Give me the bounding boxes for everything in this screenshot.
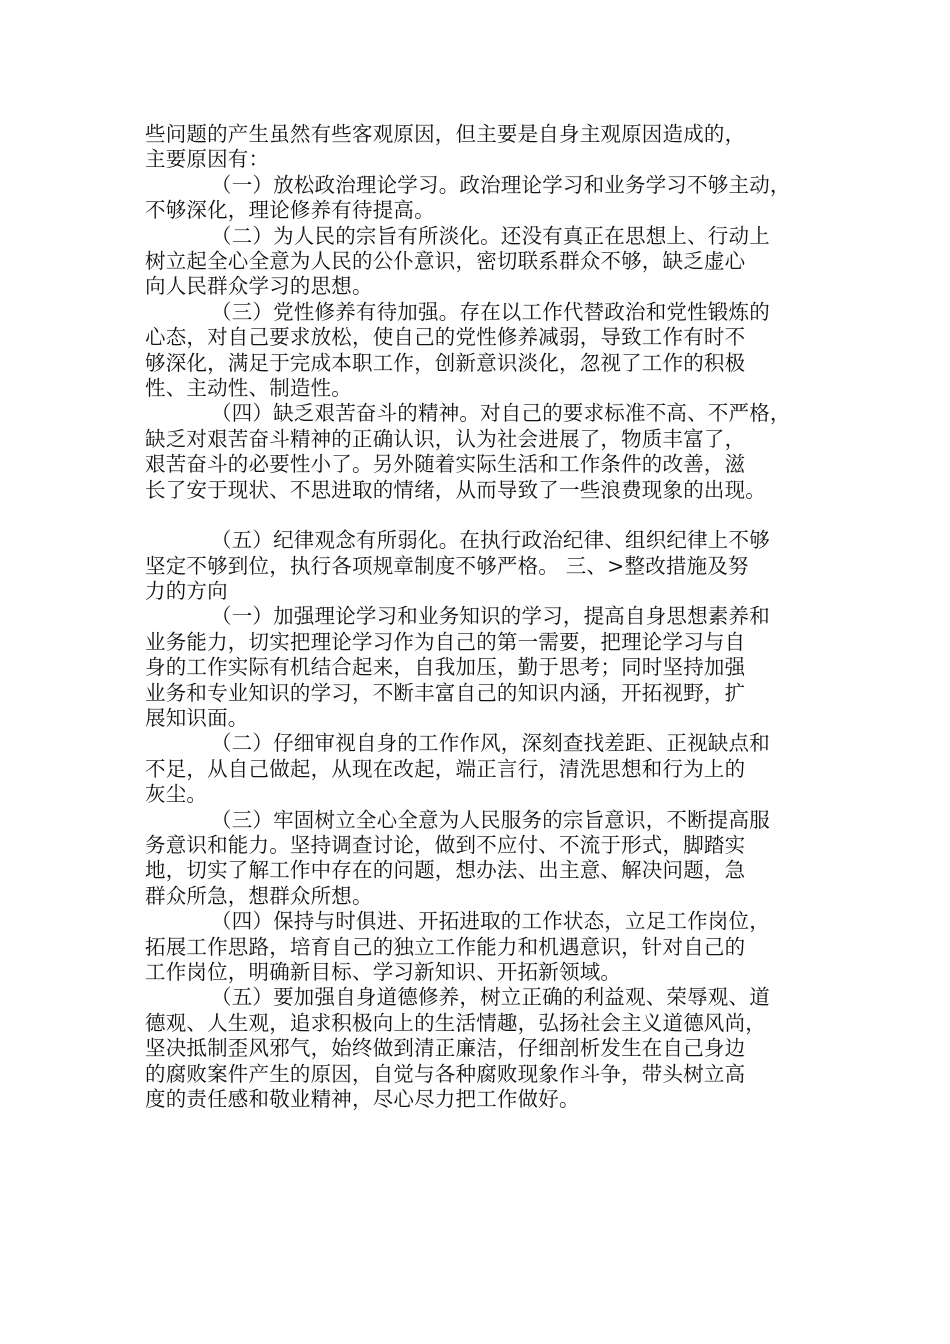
text-line: 些问题的产生虽然有些客观原因，但主要是自身主观原因造成的， [145,122,746,146]
text-line: 心态，对自己要求放松，使自己的党性修养减弱，导致工作有时不 [145,325,746,350]
text-line: 展知识面。 [145,705,249,730]
text-line: 艰苦奋斗的必要性小了。另外随着实际生活和工作条件的改善，滋 [145,452,746,477]
paragraph [145,122,807,173]
document-body [145,122,807,1112]
text-line: 不足，从自己做起，从现在改起，端正言行，清洗思想和行为上的 [145,756,746,781]
text-line: 灰尘。 [145,782,208,807]
text-line: （一）加强理论学习和业务知识的学习，提高自身思想素养和 [211,604,770,629]
text-line: 务意识和能力。坚持调查讨论，做到不应付、不流于形式，脚踏实 [145,832,746,857]
paragraph [145,808,807,910]
text-line: 坚决抵制歪风邪气，始终做到清正廉洁，仔细剖析发生在自己身边 [145,1036,746,1061]
paragraph-gap [145,503,807,528]
text-line: 业务能力，切实把理论学习作为自己的第一需要，把理论学习与自 [145,629,746,654]
paragraph [145,731,807,807]
text-line: 树立起全心全意为人民的公仆意识，密切联系群众不够，缺乏虚心 [145,249,746,274]
text-line: 不够深化，理论修养有待提高。 [145,198,435,223]
text-line: （五）要加强自身道德修养，树立正确的利益观、荣辱观、道 [211,985,770,1010]
text-line: 业务和专业知识的学习，不断丰富自己的知识内涵，开拓视野，扩 [145,680,746,705]
text-line: 够深化，满足于完成本职工作，创新意识淡化，忽视了工作的积极 [145,350,746,375]
text-line: （四）保持与时俱进、开拓进取的工作状态，立足工作岗位， [211,909,770,934]
paragraph [145,985,807,1112]
text-line: （三）党性修养有待加强。存在以工作代替政治和党性锻炼的 [211,299,770,324]
text-line: 坚定不够到位，执行各项规章制度不够严格。 三、>整改措施及努 [145,553,749,578]
text-line: 长了安于现状、不思进取的情绪，从而导致了一些浪费现象的出现。 [145,477,766,502]
paragraph [145,401,807,503]
paragraph [145,528,807,604]
text-line: 身的工作实际有机结合起来，自我加压，勤于思考；同时坚持加强 [145,655,746,680]
text-line: （四）缺乏艰苦奋斗的精神。对自己的要求标准不高、不严格， [211,401,791,426]
text-line: 性、主动性、制造性。 [145,376,352,401]
text-line: 向人民群众学习的思想。 [145,274,373,299]
paragraph [145,300,807,402]
text-line: （五）纪律观念有所弱化。在执行政治纪律、组织纪律上不够 [211,528,770,553]
text-line: 主要原因有： [145,147,270,172]
text-line: 度的责任感和敬业精神，尽心尽力把工作做好。 [145,1087,580,1112]
text-line: 工作岗位，明确新目标、学习新知识、开拓新领域。 [145,960,622,984]
text-line: （三）牢固树立全心全意为人民服务的宗旨意识，不断提高服 [211,807,770,832]
text-line: （一）放松政治理论学习。政治理论学习和业务学习不够主动， [211,172,791,197]
text-line: 拓展工作思路，培育自己的独立工作能力和机遇意识，针对自己的 [145,934,746,959]
text-line: 群众所急，想群众所想。 [145,883,373,908]
text-line: 缺乏对艰苦奋斗精神的正确认识，认为社会进展了，物质丰富了， [145,426,746,451]
text-line: （二）为人民的宗旨有所淡化。还没有真正在思想上、行动上 [211,223,770,248]
paragraph [145,224,807,300]
paragraph [145,604,807,731]
paragraph [145,909,807,985]
paragraph [145,173,807,224]
text-line: 的腐败案件产生的原因，自觉与各种腐败现象作斗争，带头树立高 [145,1061,746,1086]
text-line: 力的方向 [145,578,228,603]
text-line: （二）仔细审视自身的工作作风，深刻查找差距、正视缺点和 [211,731,770,756]
text-line: 地，切实了解工作中存在的问题，想办法、出主意、解决问题，急 [145,858,746,883]
text-line: 德观、人生观，追求积极向上的生活情趣，弘扬社会主义道德风尚， [145,1010,766,1035]
